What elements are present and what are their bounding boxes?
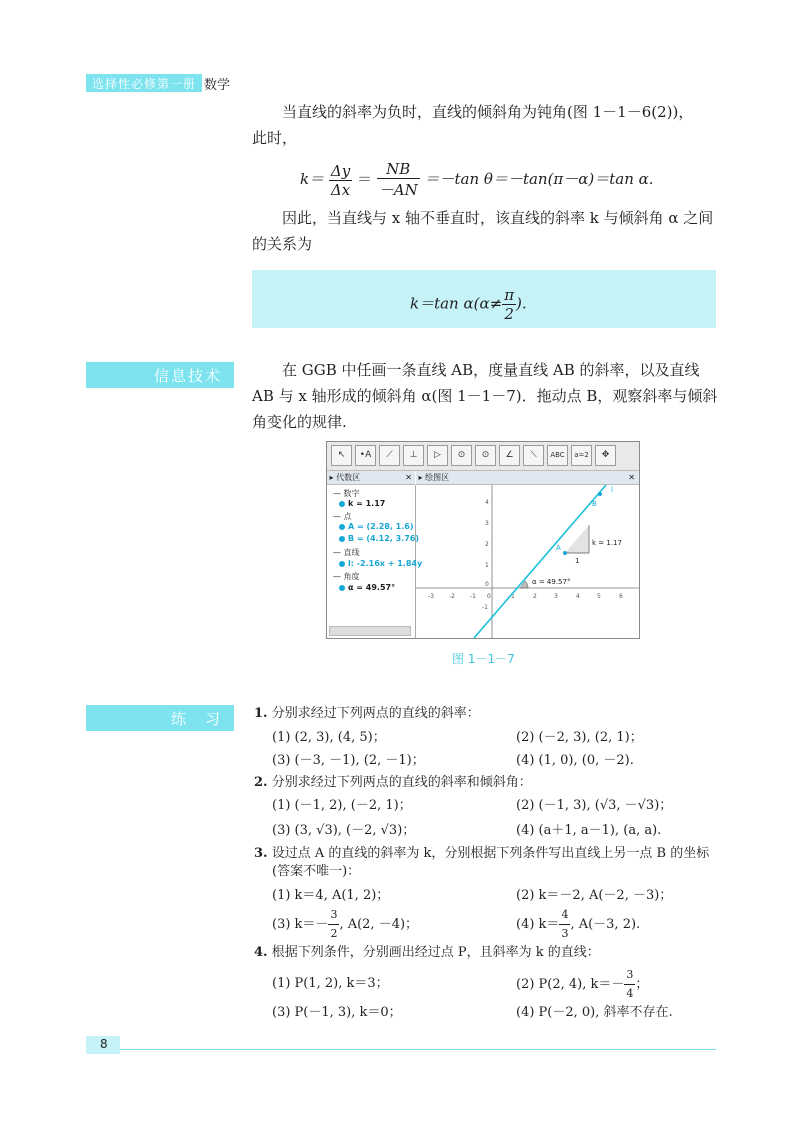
line-l-label: l bbox=[611, 486, 613, 494]
line-tool-icon[interactable]: ⟋ bbox=[379, 445, 400, 466]
formula-lhs: k＝ bbox=[300, 170, 325, 188]
formula-rest: ＝－tan θ＝－tan(π－α)＝tan α. bbox=[424, 170, 654, 188]
q1-part-1: (1) (2, 3), (4, 5)； bbox=[272, 730, 386, 745]
x-tick-label: 0 bbox=[487, 593, 491, 600]
point-a-label: A bbox=[556, 544, 561, 552]
q2-part-2: (2) (－1, 3), (√3, －√3)； bbox=[516, 798, 673, 813]
geogebra-screenshot bbox=[326, 441, 640, 639]
slope-label: k = 1.17 bbox=[592, 539, 622, 547]
ggb-toolbar bbox=[327, 442, 639, 471]
key-formula: k＝tan α(α≠ $\frac{\pi}{2}$ ). bbox=[410, 286, 527, 323]
q4-part-3: (3) P(－1, 3), k＝0； bbox=[272, 1005, 402, 1020]
graphics-view bbox=[416, 485, 639, 638]
fraction-nb-an: $\frac{NB}{-AN}$ bbox=[378, 160, 418, 199]
circle-tool-icon[interactable]: ⊙ bbox=[451, 445, 472, 466]
y-tick-label: 4 bbox=[485, 499, 489, 506]
algebra-view-title: ▸ 代数区 ✕ bbox=[327, 471, 415, 485]
point-b[interactable] bbox=[598, 492, 602, 496]
x-tick-label: 3 bbox=[554, 593, 558, 600]
reflect-tool-icon[interactable]: ⟍ bbox=[523, 445, 544, 466]
angle-label: α = 49.57° bbox=[532, 578, 571, 586]
q1-part-3: (3) (－3, －1), (2, －1)； bbox=[272, 753, 425, 768]
page-number-box bbox=[86, 1036, 120, 1054]
exercises-label: 练 习 bbox=[86, 705, 234, 731]
point-a[interactable] bbox=[563, 551, 567, 555]
q3-part-1: (1) k＝4, A(1, 2)； bbox=[272, 888, 390, 903]
algebra-view bbox=[327, 485, 423, 638]
q3-part-2: (2) k＝－2, A(－2, －3)； bbox=[516, 888, 673, 903]
page-number: 8 bbox=[100, 1037, 108, 1051]
question-1: 1. 分别求经过下列两点的直线的斜率： bbox=[254, 706, 480, 721]
move-view-tool-icon[interactable]: ✥ bbox=[595, 445, 616, 466]
fraction-dy-dx: $\frac{\Delta y}{\Delta x}$ bbox=[330, 161, 351, 199]
slope-derivation-formula: k＝ $\frac{\Delta y}{\Delta x}$ ＝ $\frac{NB}{-AN}$ ＝－tan θ＝－tan(π－α)＝tan α. bbox=[300, 160, 654, 199]
book-title: 选择性必修第一册 bbox=[92, 77, 197, 91]
q4-part-1: (1) P(1, 2), k＝3； bbox=[272, 976, 389, 991]
para1-line1: 当直线的斜率为负时，直线的倾斜角为钝角(图 1－1－6(2))， bbox=[282, 103, 694, 121]
x-tick-label: 5 bbox=[597, 593, 601, 600]
figure-caption: 图 1－1－7 bbox=[452, 652, 515, 666]
x-tick-label: -1 bbox=[470, 593, 476, 600]
y-tick-label: -1 bbox=[482, 604, 488, 611]
x-tick-label: -3 bbox=[428, 593, 434, 600]
q2-part-3: (3) (3, √3), (－2, √3)； bbox=[272, 823, 416, 838]
para2-line2: 的关系为 bbox=[252, 235, 313, 253]
algebra-item[interactable]: k = 1.17 bbox=[339, 499, 385, 508]
q3-note: (答案不唯一)： bbox=[272, 864, 361, 879]
algebra-item[interactable]: l: -2.16x + 1.84y bbox=[339, 559, 422, 568]
algebra-item[interactable]: A = (2.28, 1.6) bbox=[339, 522, 414, 531]
q2-part-1: (1) (－1, 2), (－2, 1)； bbox=[272, 798, 412, 813]
group-title: — 角度 bbox=[333, 572, 360, 581]
x-tick-label: -2 bbox=[449, 593, 455, 600]
q4-part-4: (4) P(－2, 0), 斜率不存在. bbox=[516, 1005, 673, 1020]
y-tick-label: 0 bbox=[485, 581, 489, 588]
text-tool-icon[interactable]: ABC bbox=[547, 445, 568, 466]
algebra-item[interactable]: B = (4.12, 3.76) bbox=[339, 534, 419, 543]
run-label: 1 bbox=[575, 557, 580, 565]
info-tech-line1: 在 GGB 中任画一条直线 AB，度量直线 AB 的斜率，以及直线 bbox=[282, 361, 700, 379]
polygon-tool-icon[interactable]: ▷ bbox=[427, 445, 448, 466]
subject-label: 数学 bbox=[204, 78, 231, 93]
algebra-scrollbar[interactable] bbox=[329, 626, 411, 636]
close-icon[interactable]: ✕ bbox=[405, 473, 412, 482]
footer-rule bbox=[120, 1049, 716, 1050]
point-b-label: B bbox=[592, 500, 597, 508]
line-l[interactable] bbox=[474, 485, 606, 638]
book-title-tag bbox=[86, 74, 202, 92]
para1-line2: 此时， bbox=[252, 129, 298, 147]
key-formula-box bbox=[252, 270, 716, 328]
perpendicular-tool-icon[interactable]: ⊥ bbox=[403, 445, 424, 466]
info-tech-line2: AB 与 x 轴形成的倾斜角 α(图 1－1－7)．拖动点 B，观察斜率与倾斜 bbox=[252, 387, 718, 405]
close-icon[interactable]: ✕ bbox=[628, 473, 635, 482]
y-tick-label: 3 bbox=[485, 520, 489, 527]
group-title: — 点 bbox=[333, 512, 352, 521]
point-tool-icon[interactable]: •A bbox=[355, 445, 376, 466]
slider-tool-icon[interactable]: a=2 bbox=[571, 445, 592, 466]
group-title: — 直线 bbox=[333, 548, 360, 557]
x-tick-label: 4 bbox=[576, 593, 580, 600]
q3-part-3: (3) k＝－ $\frac{3}{2}$ , A(2, －4)； bbox=[272, 908, 419, 940]
x-tick-label: 6 bbox=[619, 593, 623, 600]
q1-part-2: (2) (－2, 3), (2, 1)； bbox=[516, 730, 643, 745]
move-tool-icon[interactable]: ↖ bbox=[331, 445, 352, 466]
group-title: — 数字 bbox=[333, 489, 360, 498]
question-4: 4. 根据下列条件，分别画出经过点 P，且斜率为 k 的直线： bbox=[254, 945, 600, 960]
info-tech-label: 信息技术 bbox=[86, 362, 234, 388]
graphics-view-title: ▸ 绘图区 ✕ bbox=[416, 471, 639, 485]
y-tick-label: 2 bbox=[485, 541, 489, 548]
q3-part-4: (4) k＝ $\frac{4}{3}$ , A(－3, 2). bbox=[516, 908, 641, 940]
x-tick-label: 1 bbox=[511, 593, 515, 600]
q4-part-2: (2) P(2, 4), k＝－ $\frac{3}{4}$ ； bbox=[516, 968, 649, 1000]
angle-tool-icon[interactable]: ∠ bbox=[499, 445, 520, 466]
question-2: 2. 分别求经过下列两点的直线的斜率和倾斜角： bbox=[254, 775, 532, 790]
para2-line1: 因此，当直线与 x 轴不垂直时，该直线的斜率 k 与倾斜角 α 之间 bbox=[282, 209, 714, 227]
y-tick-label: 1 bbox=[485, 562, 489, 569]
info-tech-line3: 角变化的规律. bbox=[252, 413, 347, 431]
q1-part-4: (4) (1, 0), (0, －2). bbox=[516, 753, 634, 768]
algebra-item[interactable]: α = 49.57° bbox=[339, 583, 395, 592]
question-3: 3. 设过点 A 的直线的斜率为 k，分别根据下列条件写出直线上另一点 B 的坐标 bbox=[254, 846, 710, 861]
conic-tool-icon[interactable]: ⊙ bbox=[475, 445, 496, 466]
q2-part-4: (4) (a＋1, a－1), (a, a). bbox=[516, 823, 662, 838]
x-tick-label: 2 bbox=[533, 593, 537, 600]
